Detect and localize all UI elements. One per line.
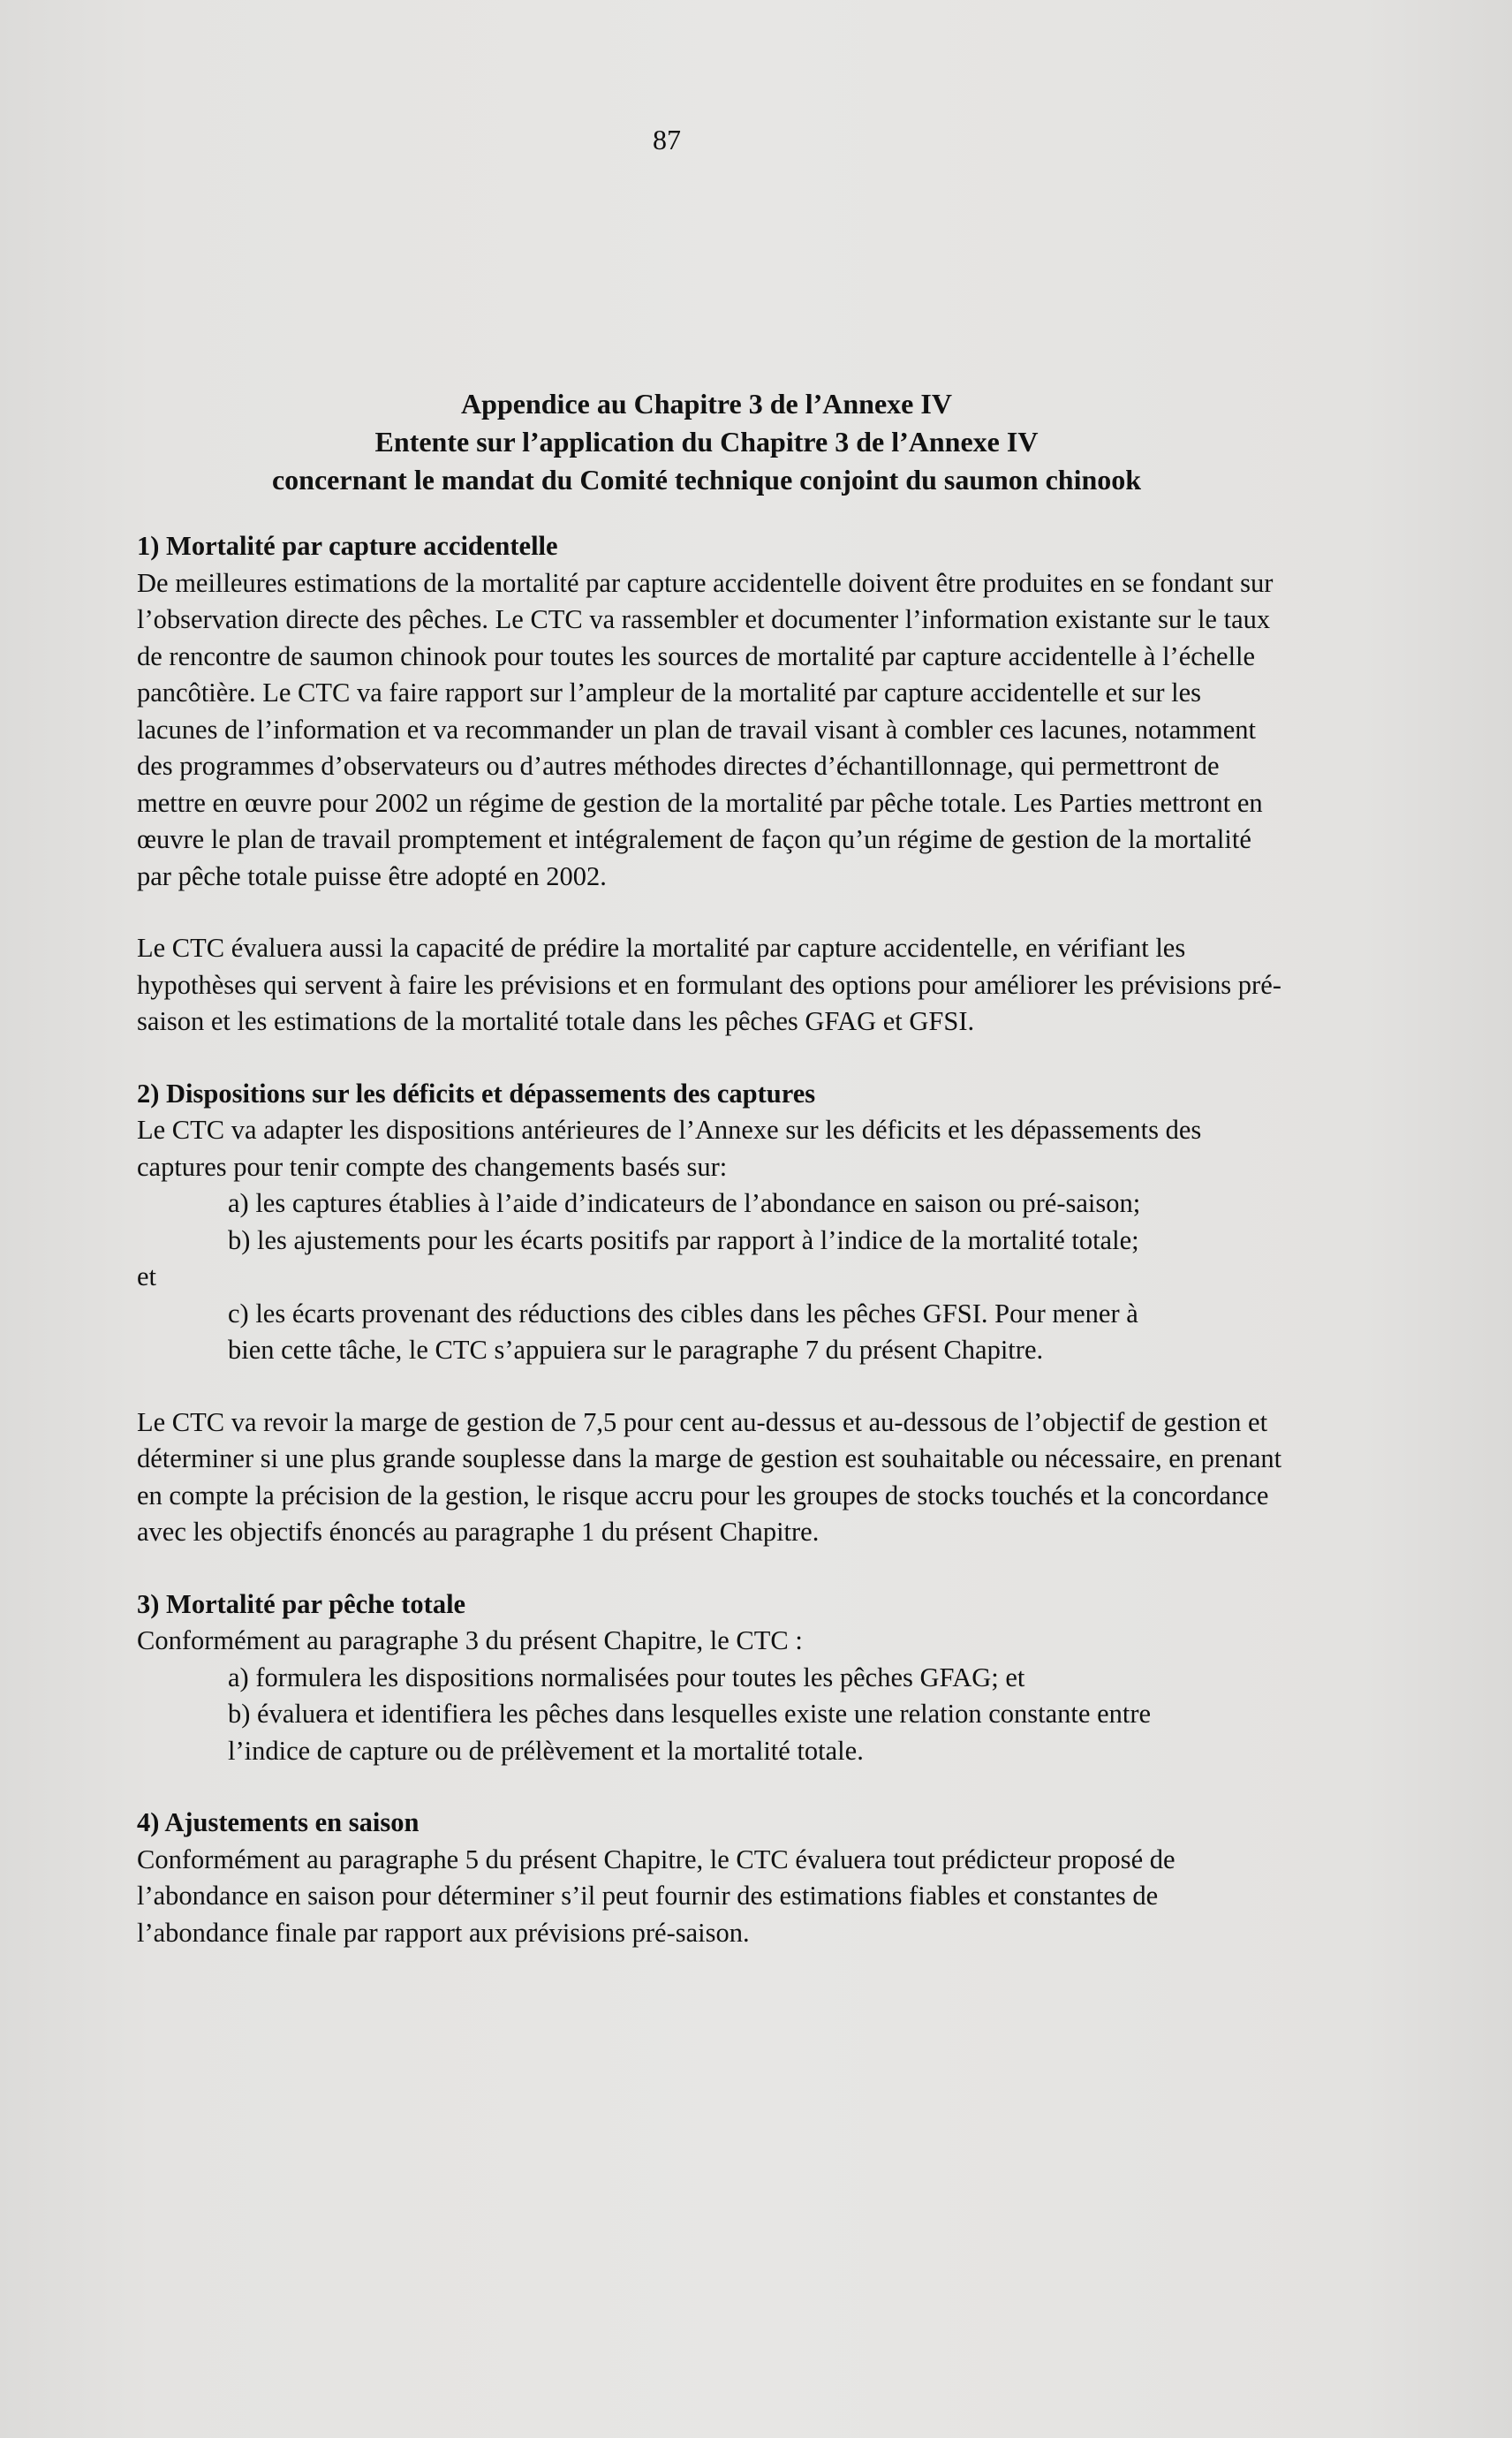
section-incidental-mortality bbox=[137, 528, 1285, 1041]
list-connector: et bbox=[137, 1261, 157, 1291]
paragraph: Le CTC va adapter les dispositions antérieures de l’Annexe sur les déficits et les dépassements des captures pour tenir compte des changements basés sur: bbox=[137, 1115, 1202, 1182]
section-heading: 2) Dispositions sur les déficits et dépassements des captures bbox=[137, 1078, 816, 1109]
agreement-title: Entente sur l’application du Chapitre 3 de l’Annexe IV bbox=[374, 426, 1039, 458]
list-item: a) les captures établies à l’aide d’indicateurs de l’abondance en saison ou pré-saison; bbox=[228, 1188, 1141, 1218]
list-item: b) les ajustements pour les écarts positifs par rapport à l’indice de la mortalité totale; bbox=[228, 1224, 1139, 1255]
list-item: b) évaluera et identifiera les pêches dans lesquelles existe une relation constante entre bbox=[228, 1699, 1152, 1729]
list-item-continuation: bien cette tâche, le CTC s’appuiera sur le paragraphe 7 du présent Chapitre. bbox=[228, 1335, 1044, 1365]
list-item: a) formulera les dispositions normalisées pour toutes les pêches GFAG; et bbox=[228, 1662, 1025, 1692]
document-title-block bbox=[132, 385, 1281, 499]
paragraph: Conformément au paragraphe 3 du présent Chapitre, le CTC : bbox=[137, 1625, 803, 1655]
list-item-continuation: l’indice de capture ou de prélèvement et la mortalité totale. bbox=[228, 1735, 864, 1766]
section-in-season-adjustments bbox=[137, 1805, 1285, 1951]
document-body bbox=[137, 528, 1285, 1951]
page-number: 87 bbox=[653, 124, 681, 155]
section-catch-provisions bbox=[137, 1076, 1285, 1551]
section-heading: 3) Mortalité par pêche totale bbox=[137, 1588, 466, 1619]
appendix-title: Appendice au Chapitre 3 de l’Annexe IV bbox=[461, 388, 952, 420]
paragraph: Le CTC va revoir la marge de gestion de 7,5 pour cent au-dessus et au-dessous de l’objectif de gestion et déterminer si une plus grande souplesse dans la marge de gestion est souhaitable ou nécessaire, en prenant en compte la précision de la gestion, le risque accru pour les groupes de stocks touchés et la concordance avec les objectifs énoncés au paragraphe 1 du présent Chapitre. bbox=[137, 1406, 1282, 1547]
paragraph: De meilleures estimations de la mortalité par capture accidentelle doivent être produites en se fondant sur l’observation directe des pêches. Le CTC va rassembler et documenter l’information existante sur le taux de rencontre de saumon chinook pour toutes les sources de mortalité par capture accidentelle à l’échelle pancôtière. Le CTC va faire rapport sur l’ampleur de la mortalité par capture accidentelle et sur les lacunes de l’information et va recommander un plan de travail visant à combler ces lacunes, notamment des programmes d’observateurs ou d’autres méthodes directes d’échantillonnage, qui permettront de mettre en œuvre pour 2002 un régime de gestion de la mortalité par pêche totale. Les Parties mettront en œuvre le plan de travail promptement et intégralement de façon qu’un régime de gestion de la mortalité par pêche totale puisse être adopté en 2002. bbox=[137, 567, 1274, 891]
section-total-fishing-mortality bbox=[137, 1586, 1285, 1770]
section-heading: 4) Ajustements en saison bbox=[137, 1807, 420, 1837]
section-heading: 1) Mortalité par capture accidentelle bbox=[137, 531, 558, 561]
list-item: c) les écarts provenant des réductions des cibles dans les pêches GFSI. Pour mener à bbox=[228, 1298, 1138, 1329]
paragraph: Conformément au paragraphe 5 du présent Chapitre, le CTC évaluera tout prédicteur proposé de l’abondance en saison pour déterminer s’il peut fournir des estimations fiables et constantes de l’abondance finale par rapport aux prévisions pré-saison. bbox=[137, 1844, 1176, 1948]
paragraph: Le CTC évaluera aussi la capacité de prédire la mortalité par capture accidentelle, en vérifiant les hypothèses qui servent à faire les prévisions et en formulant des options pour améliorer les prévisions pré-saison et les estimations de la mortalité totale dans les pêches GFAG et GFSI. bbox=[137, 933, 1281, 1036]
mandate-title: concernant le mandat du Comité technique conjoint du saumon chinook bbox=[271, 464, 1142, 496]
